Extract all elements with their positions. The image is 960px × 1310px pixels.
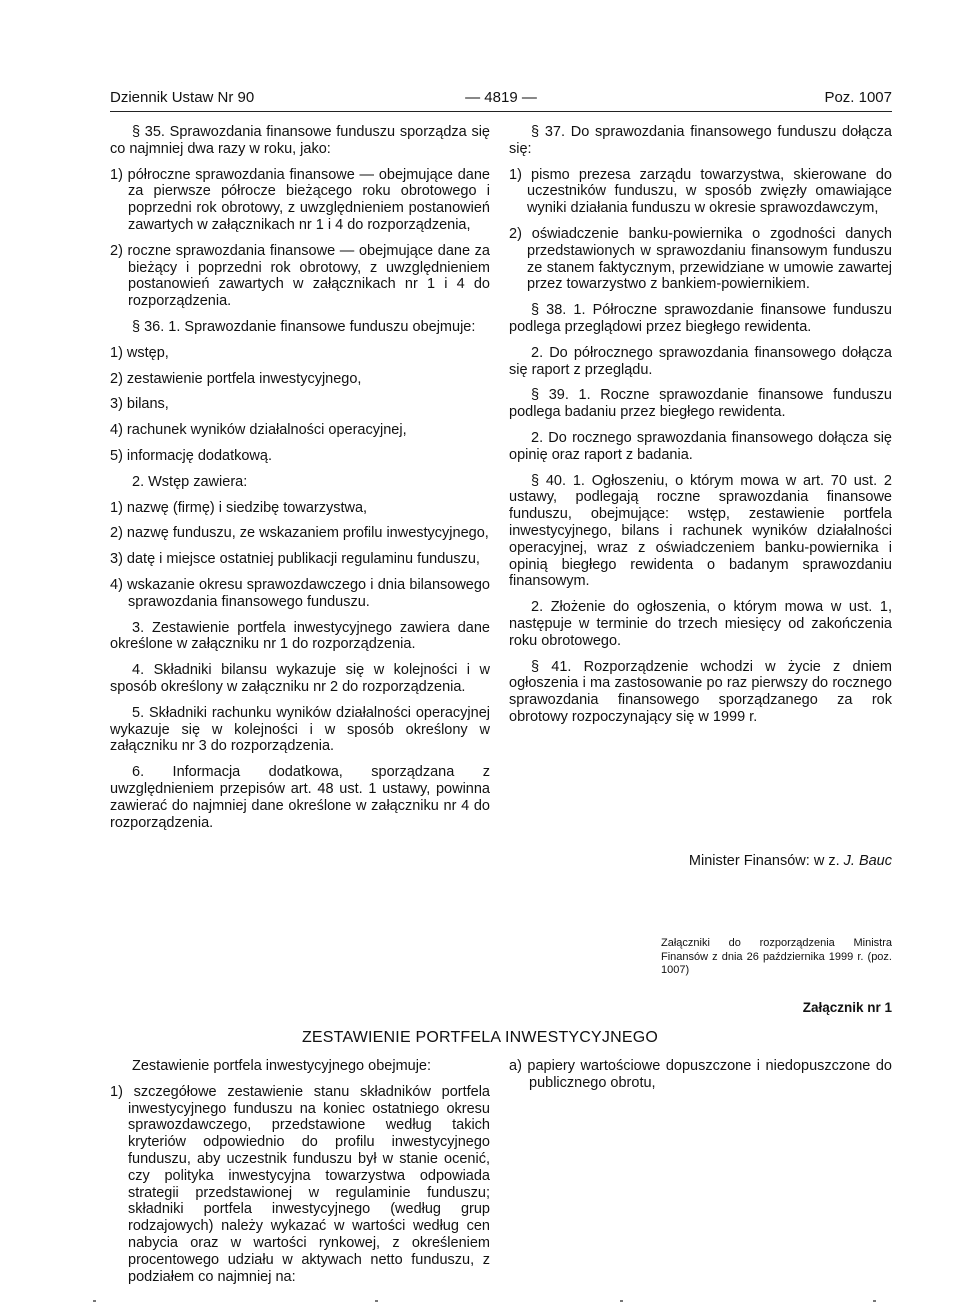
paragraph-36-4: 4. Składniki bilansu wykazuje się w kolejności i w sposób określony w załączniku nr 2 do rozporządzenia. bbox=[110, 662, 490, 695]
paragraph-36-2: 2. Wstęp zawiera: bbox=[132, 473, 248, 490]
paragraph-38-2: 2. Do półrocznego sprawozdania finansowego dołącza się raport z przeglądu. bbox=[509, 344, 892, 378]
annex-right-column bbox=[509, 1058, 892, 1092]
list-item: 1) nazwę (firmę) i siedzibę towarzystwa, bbox=[110, 499, 368, 516]
list-item: 4) rachunek wyników działalności operacyjnej, bbox=[110, 422, 407, 439]
signature bbox=[620, 853, 892, 869]
list-item: 1) szczegółowe zestawienie stanu składników portfela inwestycyjnego funduszu na koniec ostatniego okresu sprawozdawczego, przedstawione według takich kryteriów odpowiednio do profilu inwestycyjnego funduszu, aby uczestnik funduszu był w stanie ocenić, czy polityka inwestycyjna towarzystwa odpowiada strategii przedstawionej w regulaminie funduszu; składniki portfela inwestycyjnego (według grup rodzajowych) należy wykazać w wartości według cen nabycia oraz w wartości rynkowej, z określeniem procentowego udziału w aktywach netto funduszu, z podziałem co najmniej na: bbox=[110, 1083, 490, 1285]
annex-left-column bbox=[110, 1058, 490, 1285]
annex-intro: Zestawienie portfela inwestycyjnego obejmuje: bbox=[132, 1058, 432, 1074]
paragraph-35: § 35. Sprawozdania finansowe funduszu sporządza się co najmniej dwa razy w roku, jako: bbox=[110, 124, 490, 157]
list-item: 5) informację dodatkową. bbox=[110, 447, 272, 464]
journal-title: Dziennik Ustaw Nr 90 bbox=[110, 89, 255, 106]
paragraph-41: § 41. Rozporządzenie wchodzi w życie z dniem ogłoszenia i ma zastosowanie po raz pierwszy do rocznego sprawozdania finansowego sporządzanego za rok obrotowy rozpoczynający się w 1999 r. bbox=[509, 658, 892, 725]
list-item: 3) datę i miejsce ostatniej publikacji regulaminu funduszu, bbox=[110, 551, 480, 568]
signature-name: J. Bauc bbox=[843, 853, 892, 869]
paragraph-36-6: 6. Informacja dodatkowa, sporządzana z uwzględnieniem przepisów art. 48 ust. 1 ustawy, powinna zawierać do najmniej dane określone w załączniku nr 4 do rozporządzenia. bbox=[110, 764, 490, 831]
paragraph-39-2: 2. Do rocznego sprawozdania finansowego dołącza się opinię oraz raport z badania. bbox=[509, 429, 892, 463]
paragraph-40: § 40. 1. Ogłoszeniu, o którym mowa w art. 70 ust. 2 ustawy, podlegają roczne sprawozdania finansowe funduszu, obejmujące: wstęp, zestawienie portfela inwestycyjnego, bilans i rachunek wyników działalności operacyjnej, wraz z oświadczeniem banku-powiernika i opinią biegłego rewidenta o badanym sprawozdaniu finansowym. bbox=[509, 472, 892, 590]
list-item: 1) pismo prezesa zarządu towarzystwa, skierowane do uczestników funduszu, w sposób zwięzły omawiające wyniki działania funduszu w okresie sprawozdawczym, bbox=[509, 166, 892, 217]
position-number: Poz. 1007 bbox=[824, 89, 892, 106]
paragraph-39: § 39. 1. Roczne sprawozdanie finansowe funduszu podlega badaniu przez biegłego rewidenta. bbox=[509, 387, 892, 421]
paragraph-36-3: 3. Zestawienie portfela inwestycyjnego zawiera dane określone w załączniku nr 1 do rozporządzenia. bbox=[110, 619, 490, 653]
page-number: — 4819 — bbox=[465, 89, 537, 106]
list-item: 1) wstęp, bbox=[110, 344, 169, 361]
page-header bbox=[110, 88, 892, 108]
list-item: 4) wskazanie okresu sprawozdawczego i dnia bilansowego sprawozdania finansowego funduszu. bbox=[110, 576, 490, 610]
list-item: 2) nazwę funduszu, ze wskazaniem profilu inwestycyjnego, bbox=[110, 525, 489, 542]
list-item: 3) bilans, bbox=[110, 396, 169, 413]
paragraph-38: § 38. 1. Półroczne sprawozdanie finansowe funduszu podlega przeglądowi przez biegłego rewidenta. bbox=[509, 302, 892, 335]
list-item: a) papiery wartościowe dopuszczone i niedopuszczone do publicznego obrotu, bbox=[509, 1058, 892, 1091]
paragraph-36: § 36. 1. Sprawozdanie finansowe funduszu obejmuje: bbox=[132, 318, 476, 335]
paragraph-36-5: 5. Składniki rachunku wyników działalności operacyjnej wykazuje się w kolejności i w sposób określony w załączniku nr 3 do rozporządzenia. bbox=[110, 704, 490, 755]
left-column bbox=[110, 124, 490, 831]
annex-number: Załącznik nr 1 bbox=[802, 1000, 892, 1015]
list-item: 2) roczne sprawozdania finansowe — obejmujące dane za bieżący i poprzedni rok obrotowy, z uwzględnieniem postanowień zawartych w załącznikach nr 1 i 4 do rozporządzenia. bbox=[110, 242, 490, 310]
paragraph-40-2: 2. Złożenie do ogłoszenia, o którym mowa w ust. 1, następuje w terminie do trzech miesięcy od zakończenia roku obrotowego. bbox=[509, 599, 892, 649]
annex-title: ZESTAWIENIE PORTFELA INWESTYCYJNEGO bbox=[301, 1029, 659, 1046]
paragraph-37: § 37. Do sprawozdania finansowego funduszu dołącza się: bbox=[509, 124, 892, 157]
list-item: 2) zestawienie portfela inwestycyjnego, bbox=[110, 370, 362, 387]
list-item: 1) półroczne sprawozdania finansowe — obejmujące dane za pierwsze półrocze bieżącego roku obrotowego i poprzedni rok obrotowy, z uwzględnieniem postanowień zawartych w załącznikach nr 1 i 4 do rozporządzenia, bbox=[110, 166, 490, 233]
list-item: 2) oświadczenie banku-powiernika o zgodności danych przedstawionych w sprawozdaniu finansowym funduszu ze stanem faktycznym, przewidziane w umowie zawartej przez towarzystwo z bankiem-powiernikiem. bbox=[509, 225, 892, 293]
signature-prefix: Minister Finansów: w z. bbox=[688, 853, 840, 869]
header-rule bbox=[110, 111, 892, 112]
annex-note: Załączniki do rozporządzenia Ministra Finansów z dnia 26 października 1999 r. (poz. 1007) bbox=[661, 937, 892, 976]
right-column bbox=[509, 124, 892, 726]
